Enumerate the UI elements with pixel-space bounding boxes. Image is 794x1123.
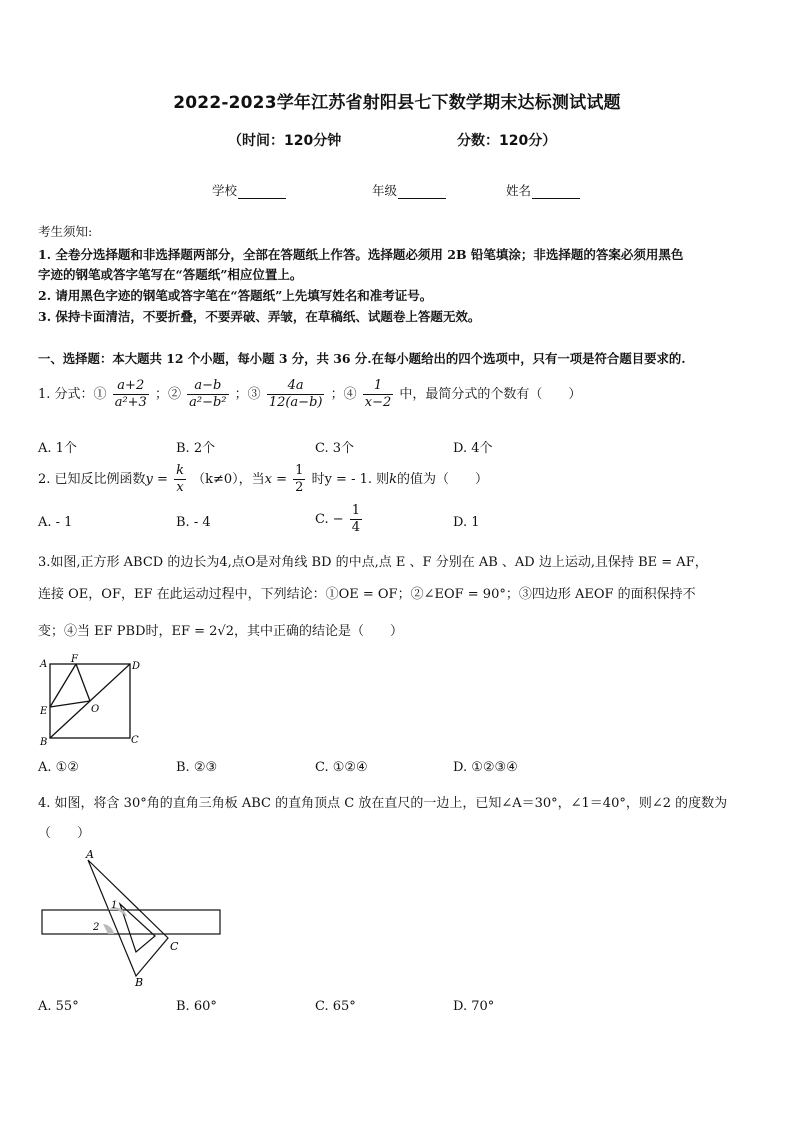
q1-sep3: ；③ bbox=[234, 387, 261, 402]
q4-option-a[interactable]: A. 55° bbox=[38, 999, 79, 1014]
grade-label: 年级 bbox=[372, 183, 398, 198]
school-field[interactable] bbox=[212, 181, 286, 199]
q1-f1-num: a+2 bbox=[113, 378, 149, 395]
q1-f2-num: a−b bbox=[187, 378, 228, 395]
q2-mid1: （k≠0），当 bbox=[192, 472, 265, 487]
label-a: A bbox=[86, 848, 94, 861]
label-o: O bbox=[91, 704, 100, 715]
q3-option-c[interactable]: C. ①②④ bbox=[315, 760, 368, 775]
q2-option-d[interactable]: D. 1 bbox=[453, 515, 480, 530]
note-3: 3. 保持卡面清洁，不要折叠，不要弄破、弄皱，在草稿纸、试题卷上答题无效。 bbox=[38, 309, 481, 324]
exam-score: 分数：120分） bbox=[457, 133, 557, 149]
q4-option-b[interactable]: B. 60° bbox=[176, 999, 217, 1014]
name-field[interactable] bbox=[506, 181, 580, 199]
q1-f3-num: 4a bbox=[267, 378, 325, 395]
q2-fraction-half bbox=[293, 463, 305, 496]
q3-line-1: 3.如图,正方形 ABCD 的边长为4,点O是对角线 BD 的中点,点 E 、F 分别在 AB 、AD 边上运动,且保持 BE = AF， bbox=[38, 555, 708, 570]
label-c: C bbox=[131, 735, 139, 746]
label-e: E bbox=[40, 706, 48, 717]
section-heading: 一、选择题：本大题共 12 个小题，每小题 3 分，共 36 分.在每小题给出的四个选项中，只有一项是符合题目要求的. bbox=[38, 351, 686, 366]
q1-f4-num: 1 bbox=[363, 378, 394, 395]
q1-option-a[interactable]: A. 1个 bbox=[38, 441, 77, 456]
q2-option-c[interactable] bbox=[315, 503, 364, 536]
q2-x: x = bbox=[264, 472, 287, 487]
label-f: F bbox=[71, 654, 78, 665]
school-label: 学校 bbox=[212, 183, 238, 198]
angle-2-mark bbox=[103, 924, 114, 934]
q1-option-d[interactable]: D. 4个 bbox=[453, 441, 493, 456]
q3-square-figure bbox=[36, 652, 146, 752]
q2-optc-prefix: C. − bbox=[315, 512, 344, 527]
q2-k-num: k bbox=[176, 463, 184, 478]
q2-prefix: 2. 已知反比例函数 bbox=[38, 472, 146, 487]
q1-f2-den: a²−b² bbox=[189, 395, 227, 410]
question-1 bbox=[38, 378, 581, 411]
q2-y: y = bbox=[145, 472, 168, 487]
q2-k-den: x bbox=[176, 480, 184, 495]
q4-option-c[interactable]: C. 65° bbox=[315, 999, 356, 1014]
q2-k: k bbox=[389, 472, 398, 487]
q2-option-a[interactable]: A. - 1 bbox=[38, 515, 73, 530]
q2-half-num: 1 bbox=[295, 463, 304, 478]
q4-option-d[interactable]: D. 70° bbox=[453, 999, 495, 1014]
note-2: 2. 请用黑色字迹的钢笔或答字笔在“答题纸”上先填写姓名和准考证号。 bbox=[38, 288, 433, 303]
q2-option-b[interactable]: B. - 4 bbox=[176, 515, 211, 530]
label-c: C bbox=[170, 940, 179, 953]
label-angle-2: 2 bbox=[93, 922, 100, 933]
q2-fraction-k bbox=[174, 463, 186, 496]
notes-heading: 考生须知: bbox=[38, 224, 93, 239]
segment-fo bbox=[76, 664, 90, 701]
q4-line-1: 4. 如图，将含 30°角的直角三角板 ABC 的直角顶点 C 放在直尺的一边上，已知∠A＝30°，∠1＝40°，则∠2 的度数为 bbox=[38, 796, 728, 811]
segment-ef bbox=[50, 664, 76, 707]
q4-line-2: （ ） bbox=[38, 826, 91, 841]
note-1b: 字迹的钢笔或答字笔写在“答题纸”相应位置上。 bbox=[38, 267, 303, 282]
q3-option-d[interactable]: D. ①②③④ bbox=[453, 760, 518, 775]
q1-f3-den: 12(a−b) bbox=[268, 395, 323, 410]
grade-blank[interactable] bbox=[398, 186, 446, 199]
label-d: D bbox=[132, 661, 141, 672]
outer-triangle bbox=[88, 860, 168, 976]
exam-time: （时间：120分钟 bbox=[228, 133, 342, 149]
q1-fraction-1 bbox=[113, 378, 149, 411]
q1-f4-den: x−2 bbox=[364, 395, 392, 410]
q3-option-b[interactable]: B. ②③ bbox=[176, 760, 218, 775]
label-b: B bbox=[40, 737, 48, 748]
q2-suffix: 的值为（ ） bbox=[397, 472, 489, 487]
question-2 bbox=[38, 463, 488, 496]
name-label: 姓名 bbox=[506, 183, 532, 198]
label-a: A bbox=[40, 659, 48, 670]
q1-sep2: ；② bbox=[154, 387, 181, 402]
q1-option-b[interactable]: B. 2个 bbox=[176, 441, 216, 456]
q1-suffix: 中，最简分式的个数有（ ） bbox=[399, 387, 582, 402]
note-1a: 1. 全卷分选择题和非选择题两部分，全部在答题纸上作答。选择题必须用 2B 铅笔填涂；非选择题的答案必须用黑色 bbox=[38, 247, 684, 262]
q3-line-3: 变；④当 EF PBD时，EF = 2√2，其中正确的结论是（ ） bbox=[38, 624, 403, 639]
q2-optc-den: 4 bbox=[351, 520, 361, 535]
label-angle-1: 1 bbox=[111, 900, 118, 911]
q1-prefix: 1. 分式：① bbox=[38, 387, 107, 402]
q1-sep4: ；④ bbox=[330, 387, 357, 402]
q1-fraction-4 bbox=[363, 378, 394, 411]
q2-mid2: 时y = - 1. 则 bbox=[311, 472, 390, 487]
q2-optc-fraction bbox=[350, 503, 362, 536]
q1-option-c[interactable]: C. 3个 bbox=[315, 441, 355, 456]
q1-fraction-2 bbox=[187, 378, 228, 411]
q3-line-2: 连接 OE，OF，EF 在此运动过程中，下列结论：①OE = OF；②∠EOF = 90°；③四边形 AEOF 的面积保持不 bbox=[38, 587, 696, 602]
q4-triangle-ruler-figure bbox=[38, 848, 228, 988]
grade-field[interactable] bbox=[372, 181, 446, 199]
page-title: 2022-2023学年江苏省射阳县七下数学期末达标测试试题 bbox=[173, 93, 621, 113]
school-blank[interactable] bbox=[238, 186, 286, 199]
q1-f1-den: a²+3 bbox=[114, 395, 147, 410]
q2-half-den: 2 bbox=[295, 480, 304, 495]
q3-option-a[interactable]: A. ①② bbox=[38, 760, 79, 775]
name-blank[interactable] bbox=[532, 186, 580, 199]
q1-fraction-3 bbox=[267, 378, 325, 411]
inner-triangle bbox=[120, 904, 155, 952]
label-b: B bbox=[135, 976, 144, 988]
q2-optc-num: 1 bbox=[351, 503, 361, 518]
